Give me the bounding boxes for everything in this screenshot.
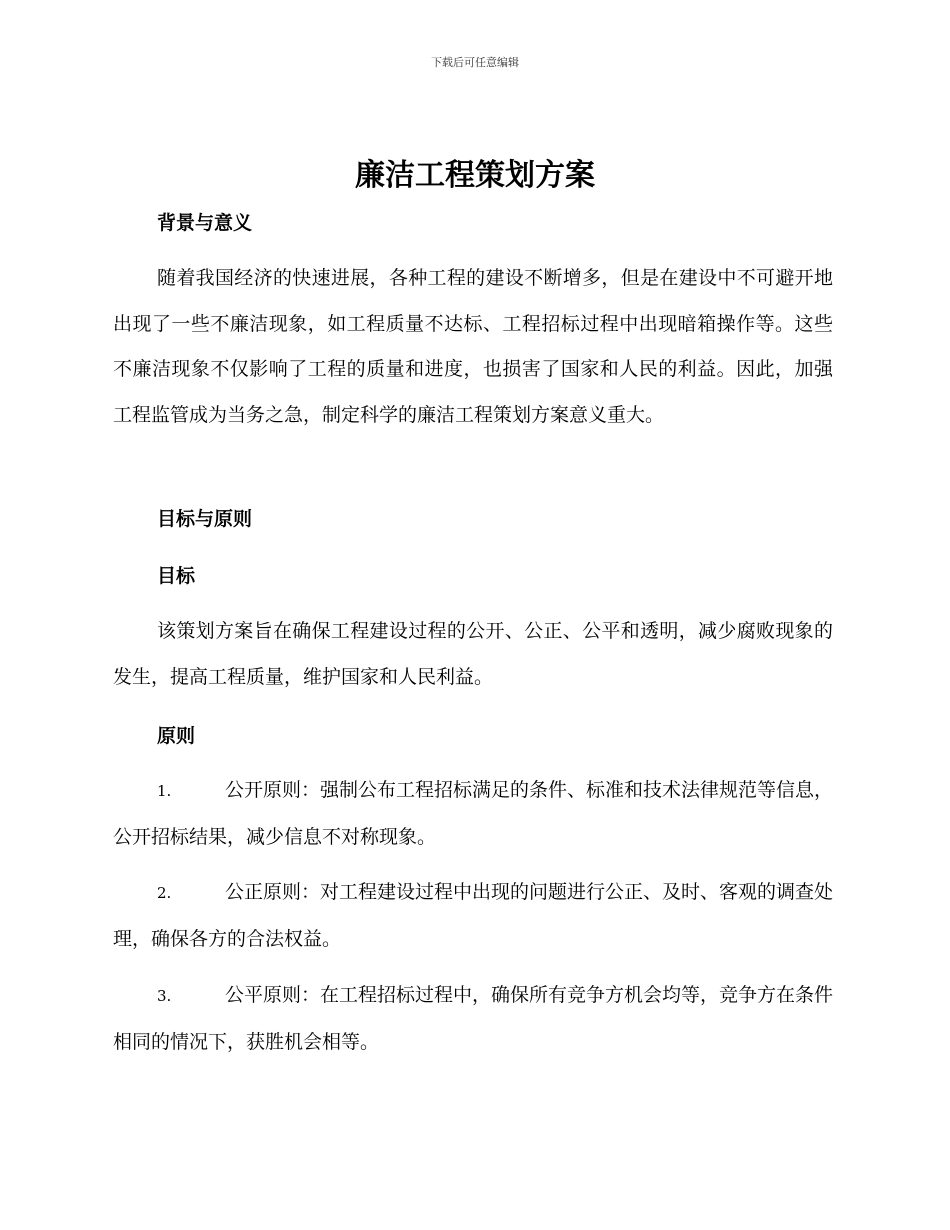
principle-text: 公开原则：强制公布工程招标满足的条件、标准和技术法律规范等信息，公开招标结果，减少信息不对称现象。 [113, 779, 834, 848]
paragraph-goal: 该策划方案旨在确保工程建设过程的公开、公正、公平和透明，减少腐败现象的发生，提高工程质量，维护国家和人民利益。 [113, 620, 833, 688]
header-note: 下载后可任意编辑 [431, 56, 519, 69]
heading-principle: 原则 [157, 725, 196, 747]
principle-item [113, 973, 833, 1065]
heading-background: 背景与意义 [157, 212, 253, 234]
heading-goal: 目标 [157, 565, 196, 587]
principle-text: 公平原则：在工程招标过程中，确保所有竞争方机会均等，竞争方在条件相同的情况下，获胜机会相等。 [113, 984, 834, 1053]
principle-text: 公正原则：对工程建设过程中出现的问题进行公正、及时、客观的调查处理，确保各方的合法权益。 [113, 881, 834, 950]
principle-item [113, 768, 833, 860]
paragraph-background: 随着我国经济的快速进展，各种工程的建设不断增多，但是在建设中不可避开地出现了一些不廉洁现象，如工程质量不达标、工程招标过程中出现暗箱操作等。这些不廉洁现象不仅影响了工程的质量和进度，也损害了国家和人民的利益。因此，加强工程监管成为当务之急，制定科学的廉洁工程策划方案意义重大。 [113, 267, 833, 426]
document-title: 廉洁工程策划方案 [355, 158, 595, 193]
principle-item [113, 870, 833, 962]
principle-number: 1. [157, 782, 172, 800]
principle-number: 2. [157, 884, 172, 902]
principle-number: 3. [157, 987, 172, 1005]
heading-goals-principles: 目标与原则 [157, 508, 253, 530]
